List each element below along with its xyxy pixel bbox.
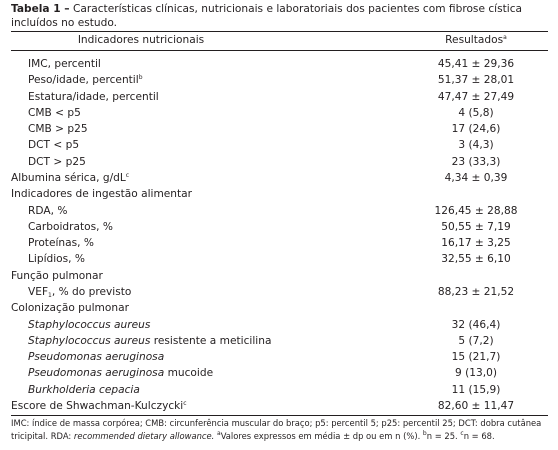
- row-value: 11 (15,9): [451, 384, 501, 396]
- table-row: [11, 121, 548, 137]
- row-label-sup: b: [138, 74, 143, 81]
- table-row: [11, 170, 548, 186]
- row-label-sub: 1: [48, 292, 52, 299]
- row-label-text: VEF: [28, 286, 49, 298]
- bottom-rule: [11, 415, 548, 416]
- row-label: Colonização pulmonar: [11, 302, 129, 314]
- caption-text: Características clínicas, nutricionais e laboratoriais dos pacientes com fibrose cística incluídos no estudo.: [11, 3, 523, 29]
- header-result: [356, 32, 558, 49]
- row-label: [11, 398, 187, 414]
- row-label-text: Peso/idade, percentil: [28, 74, 139, 86]
- row-value: 4,34 ± 0,39: [444, 172, 508, 184]
- row-label: Função pulmonar: [11, 270, 103, 282]
- table-row: [11, 398, 548, 414]
- row-value: 23 (33,3): [451, 156, 501, 168]
- row-value: 15 (21,7): [451, 351, 501, 363]
- row-label: DCT > p25: [28, 156, 86, 168]
- row-label: [28, 365, 213, 381]
- row-label: Lipídios, %: [28, 253, 85, 265]
- table-caption: [11, 3, 549, 30]
- header-indicator: Indicadores nutricionais: [77, 34, 205, 46]
- row-label: CMB < p5: [28, 107, 81, 119]
- row-label: [11, 170, 129, 186]
- footnote-sup-b: b: [422, 429, 427, 437]
- row-label: Pseudomonas aeruginosa: [28, 351, 165, 363]
- footnote-italic: recommended dietary allowance.: [73, 430, 215, 441]
- table-row: [11, 89, 548, 105]
- row-value: 126,45 ± 28,88: [434, 205, 518, 217]
- footnote-part5: n = 25.: [426, 430, 461, 441]
- section-heading: [11, 186, 548, 202]
- row-label: Estatura/idade, percentil: [28, 91, 159, 103]
- row-value: 16,17 ± 3,25: [441, 237, 511, 249]
- row-value: 88,23 ± 21,52: [437, 286, 515, 298]
- table-footnote: [11, 417, 551, 442]
- table-row: [11, 154, 548, 170]
- header-result-label: Resultados: [445, 34, 504, 46]
- table-row: [11, 317, 548, 333]
- row-label-text: Albumina sérica, g/dL: [11, 172, 126, 184]
- table-row: [11, 235, 548, 251]
- row-label: DCT < p5: [28, 139, 80, 151]
- section-heading: [11, 300, 548, 316]
- row-label: Carboidratos, %: [28, 221, 113, 233]
- row-value: 5 (7,2): [458, 335, 494, 347]
- table-row: [11, 284, 548, 300]
- table-header: [11, 32, 548, 49]
- row-value: 45,41 ± 29,36: [437, 58, 515, 70]
- row-value: 32 (46,4): [451, 319, 501, 331]
- row-label-rest: resistente a meticilina: [150, 335, 272, 347]
- row-value: 50,55 ± 7,19: [441, 221, 511, 233]
- row-label-text: Escore de Shwachman-Kulczycki: [11, 400, 184, 412]
- row-label-rest: , % do previsto: [51, 286, 132, 298]
- row-value: 9 (13,0): [455, 367, 497, 379]
- row-label-rest: mucoide: [164, 367, 214, 379]
- row-label: Staphylococcus aureus: [28, 319, 151, 331]
- table-row: [11, 382, 548, 398]
- section-heading: [11, 268, 548, 284]
- row-label: Burkholderia cepacia: [28, 384, 140, 396]
- table-row: [11, 333, 548, 349]
- row-label-sup: c: [125, 172, 130, 179]
- header-result-sup: a: [503, 34, 507, 41]
- row-value: 32,55 ± 6,10: [441, 253, 511, 265]
- row-value: 17 (24,6): [451, 123, 501, 135]
- footnote-part4: Valores expressos em média ± dp ou em n (%).: [220, 430, 423, 441]
- row-value: 51,37 ± 28,01: [437, 74, 515, 86]
- table-row: [11, 365, 548, 381]
- header-rule: [11, 50, 548, 51]
- table-row: [11, 72, 548, 88]
- table-row: [11, 349, 548, 365]
- row-label: CMB > p25: [28, 123, 88, 135]
- table-row: [11, 105, 548, 121]
- footnote-part6: n = 68.: [463, 430, 495, 441]
- table-row: [11, 203, 548, 219]
- row-value: 47,47 ± 27,49: [437, 91, 515, 103]
- row-label: RDA, %: [28, 205, 68, 217]
- row-value: 82,60 ± 11,47: [437, 400, 515, 412]
- row-label: [28, 72, 143, 88]
- footnote-sup-c: c: [460, 429, 464, 437]
- table-row: [11, 219, 548, 235]
- row-label-sup: c: [183, 400, 187, 407]
- table-row: [11, 56, 548, 72]
- row-label-italic: Pseudomonas aeruginosa: [28, 367, 165, 379]
- caption-label: Tabela 1 –: [11, 3, 70, 15]
- footnote-part1: IMC: índice de massa corpórea; CMB: circunferência muscular do braço; p5: percentil 5; p25: percentil 25; DCT: dobra cutânea tricipital. RDA:: [11, 418, 542, 441]
- footnote-sup-a: a: [217, 429, 221, 437]
- table-row: [11, 251, 548, 267]
- row-label: [28, 333, 271, 349]
- row-value: 3 (4,3): [458, 139, 494, 151]
- row-value: 4 (5,8): [458, 107, 494, 119]
- table-row: [11, 137, 548, 153]
- row-label: [28, 284, 131, 300]
- row-label-italic: Staphylococcus aureus: [28, 335, 151, 347]
- row-label: Indicadores de ingestão alimentar: [11, 188, 193, 200]
- row-label: Proteínas, %: [28, 237, 94, 249]
- row-label: IMC, percentil: [28, 58, 101, 70]
